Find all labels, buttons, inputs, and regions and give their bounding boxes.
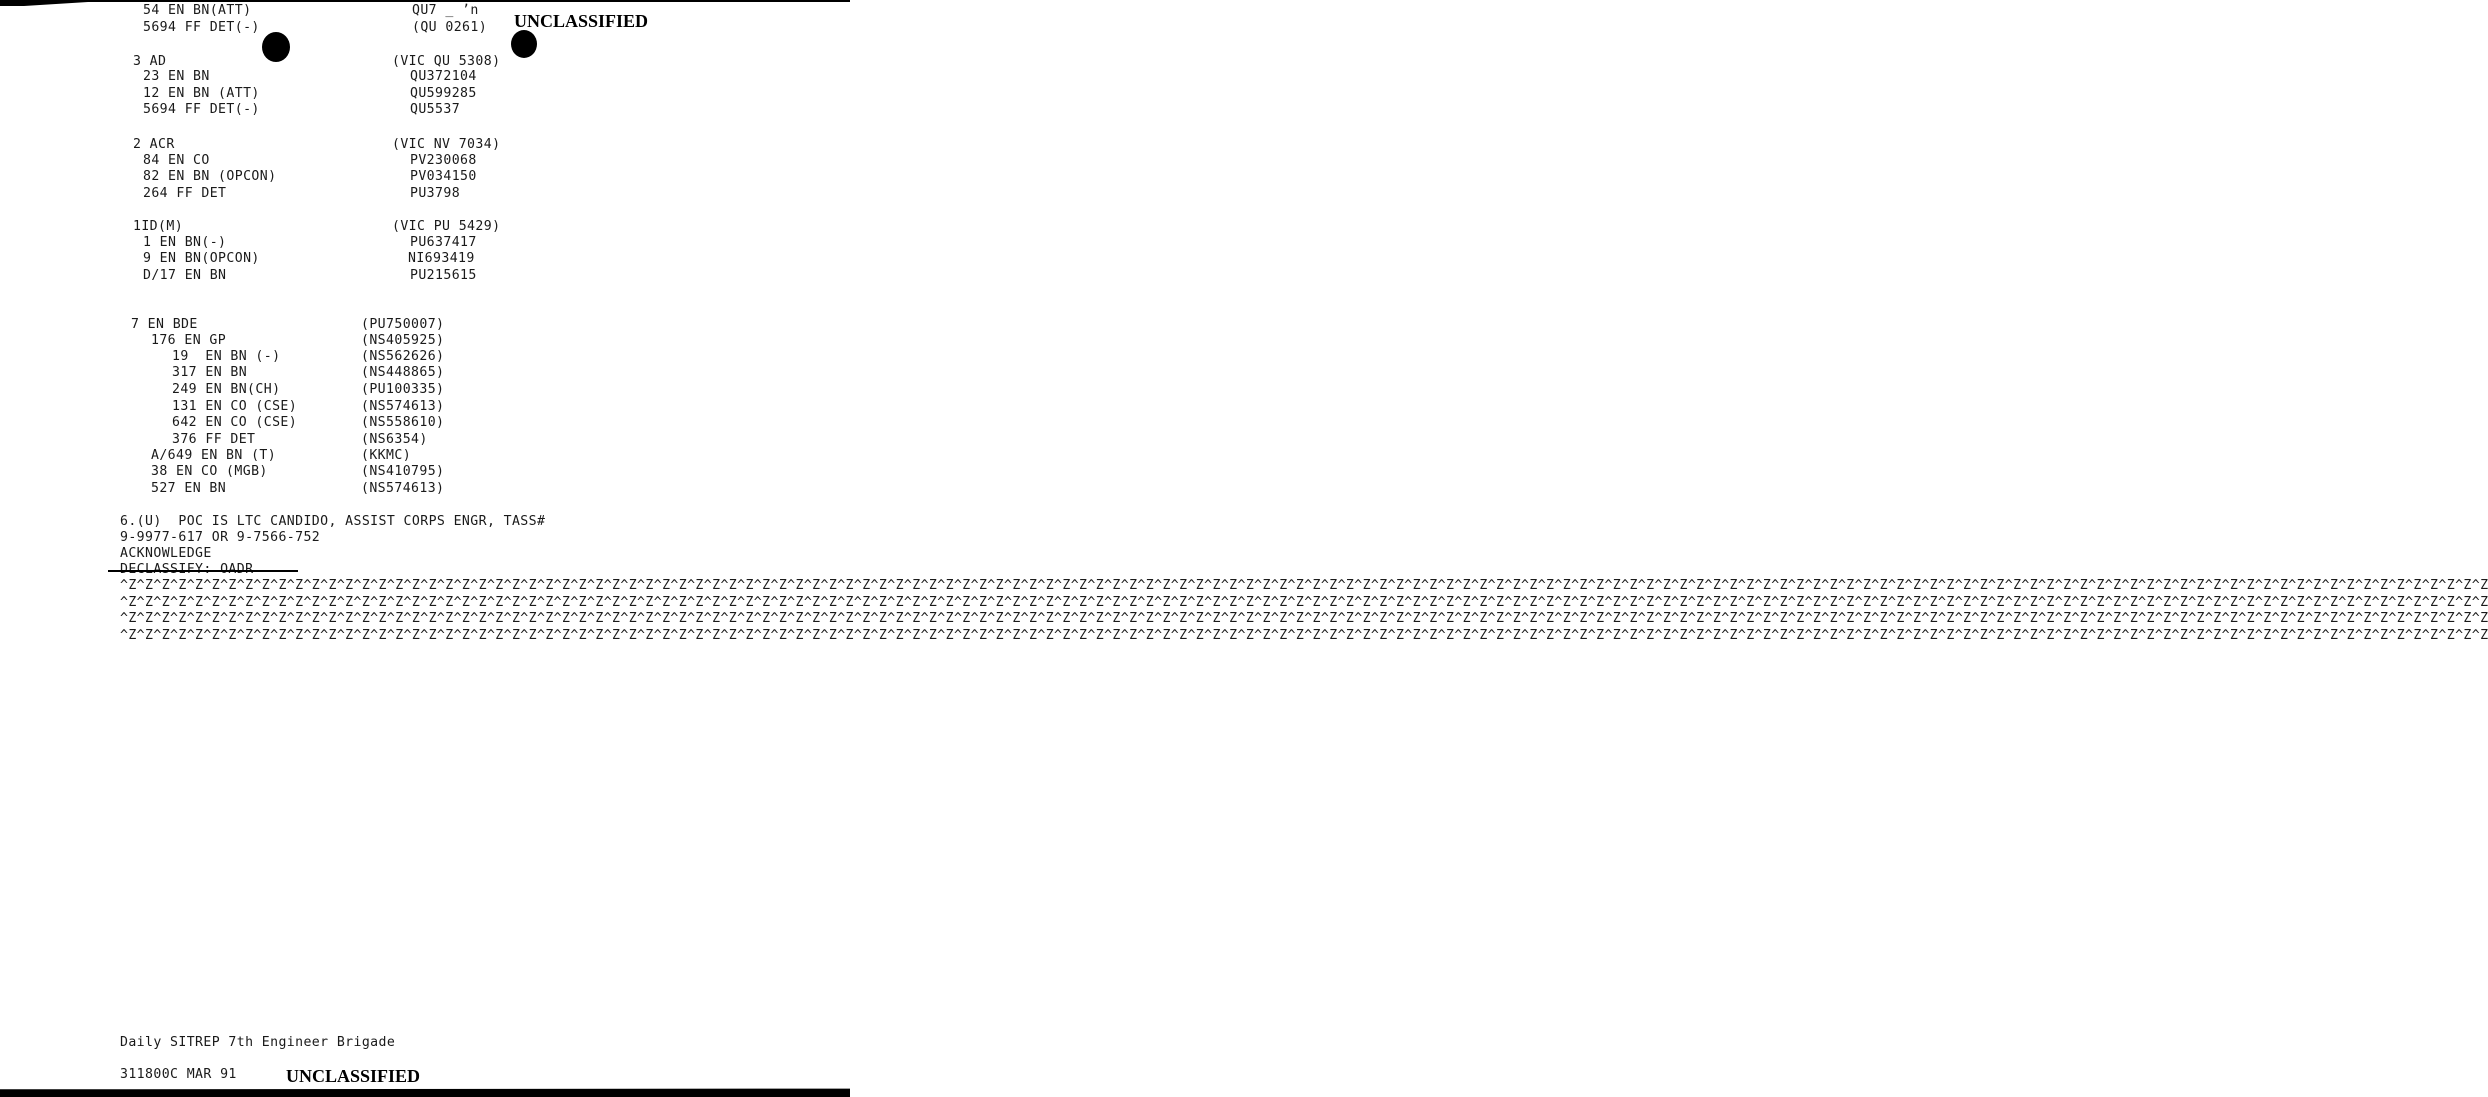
strikeout-rule [108, 570, 298, 572]
unit-ref: (QU 0261) [412, 20, 488, 35]
poc-line: 6.(U) POC IS LTC CANDIDO, ASSIST CORPS ENGR, TASS# [120, 514, 546, 529]
bottom-rule [0, 1083, 850, 1097]
unit-label: A/649 EN BN (T) [151, 448, 277, 463]
unit-ref: QU5537 [410, 102, 461, 117]
unit-label: 376 FF DET [172, 432, 256, 447]
footer-classification: UNCLASSIFIED [286, 1066, 421, 1086]
footer-dtg: 311800C MAR 91 [120, 1067, 237, 1082]
unit-label: 19 EN BN (-) [172, 349, 281, 364]
unit-label: 642 EN CO (CSE) [172, 415, 298, 430]
unit-ref: NI693419 [408, 251, 475, 266]
unit-ref: (PU100335) [361, 382, 445, 397]
unit-ref: PU637417 [410, 235, 477, 250]
unit-ref: QU372104 [410, 69, 477, 84]
unit-label: 264 FF DET [143, 186, 227, 201]
unit-label: 5694 FF DET(-) [143, 20, 260, 35]
unit-label: 23 EN BN [143, 69, 210, 84]
unit-ref: (NS448865) [361, 365, 445, 380]
unit-ref: (NS410795) [361, 464, 445, 479]
unit-label: 176 EN GP [151, 333, 227, 348]
unit-ref: PV230068 [410, 153, 477, 168]
unit-ref: (PU750007) [361, 317, 445, 332]
unit-label: 9 EN BN(OPCON) [143, 251, 260, 266]
unit-label: 1ID(M) [133, 219, 184, 234]
footer-title: Daily SITREP 7th Engineer Brigade [120, 1035, 396, 1050]
unit-ref: PV034150 [410, 169, 477, 184]
unit-label: 84 EN CO [143, 153, 210, 168]
unit-label: 82 EN BN (OPCON) [143, 169, 277, 184]
unit-label: 317 EN BN [172, 365, 248, 380]
unit-ref: QU599285 [410, 86, 477, 101]
unit-label: 7 EN BDE [131, 317, 198, 332]
punch-hole-right [511, 30, 537, 58]
poc-phone: 9-9977-617 OR 9-7566-752 [120, 530, 321, 545]
header-classification: UNCLASSIFIED [514, 11, 649, 31]
unit-ref: (VIC QU 5308) [392, 54, 501, 69]
unit-ref: PU3798 [410, 186, 461, 201]
unit-ref: (VIC PU 5429) [392, 219, 501, 234]
unit-label: 1 EN BN(-) [143, 235, 227, 250]
unit-label: 3 AD [133, 54, 167, 69]
unit-label: 249 EN BN(CH) [172, 382, 281, 397]
punch-hole-left [262, 32, 290, 62]
unit-label: 54 EN BN(ATT) [143, 3, 252, 18]
unit-ref: (NS562626) [361, 349, 445, 364]
unit-ref: (NS405925) [361, 333, 445, 348]
ctrl-z-line: ^Z^Z^Z^Z^Z^Z^Z^Z^Z^Z^Z^Z^Z^Z^Z^Z^Z^Z^Z^Z^Z^Z^Z^Z^Z^Z^Z^Z^Z^Z^Z^Z^Z^Z^Z^Z^Z^Z^Z^Z^Z^Z^Z^Z^Z^Z^Z^Z^Z^Z^Z^Z^Z^Z^Z^Z^Z^Z^Z^Z^Z^Z^Z^Z^Z^Z^Z^Z^Z^Z^Z^Z^Z^Z^Z^Z^Z^Z^Z^Z^Z^Z^Z^Z^Z^Z^Z^Z^Z^Z^Z^Z^Z^Z^Z^Z^Z^Z^Z^Z^Z^Z^Z^Z^Z^Z^Z^Z^Z^Z^Z^Z^Z^Z^Z^Z^Z^Z^Z^Z^Z^Z^Z^Z^Z^Z^Z^Z^Z^Z^Z^Z^Z^Z^Z^Z^Z^Z^Z^Z^Z^Z [120, 628, 2488, 643]
ctrl-z-line: ^Z^Z^Z^Z^Z^Z^Z^Z^Z^Z^Z^Z^Z^Z^Z^Z^Z^Z^Z^Z^Z^Z^Z^Z^Z^Z^Z^Z^Z^Z^Z^Z^Z^Z^Z^Z^Z^Z^Z^Z^Z^Z^Z^Z^Z^Z^Z^Z^Z^Z^Z^Z^Z^Z^Z^Z^Z^Z^Z^Z^Z^Z^Z^Z^Z^Z^Z^Z^Z^Z^Z^Z^Z^Z^Z^Z^Z^Z^Z^Z^Z^Z^Z^Z^Z^Z^Z^Z^Z^Z^Z^Z^Z^Z^Z^Z^Z^Z^Z^Z^Z^Z^Z^Z^Z^Z^Z^Z^Z^Z^Z^Z^Z^Z^Z^Z^Z^Z^Z^Z^Z^Z^Z^Z^Z^Z^Z^Z^Z^Z^Z^Z^Z^Z^Z^Z^Z^Z^Z^Z^Z^Z [120, 578, 2488, 593]
top-edge-mark [0, 0, 120, 6]
ctrl-z-line: ^Z^Z^Z^Z^Z^Z^Z^Z^Z^Z^Z^Z^Z^Z^Z^Z^Z^Z^Z^Z^Z^Z^Z^Z^Z^Z^Z^Z^Z^Z^Z^Z^Z^Z^Z^Z^Z^Z^Z^Z^Z^Z^Z^Z^Z^Z^Z^Z^Z^Z^Z^Z^Z^Z^Z^Z^Z^Z^Z^Z^Z^Z^Z^Z^Z^Z^Z^Z^Z^Z^Z^Z^Z^Z^Z^Z^Z^Z^Z^Z^Z^Z^Z^Z^Z^Z^Z^Z^Z^Z^Z^Z^Z^Z^Z^Z^Z^Z^Z^Z^Z^Z^Z^Z^Z^Z^Z^Z^Z^Z^Z^Z^Z^Z^Z^Z^Z^Z^Z^Z^Z^Z^Z^Z^Z^Z^Z^Z^Z^Z^Z^Z^Z^Z^Z^Z^Z^Z^Z^Z^Z^Z [120, 595, 2488, 610]
unit-label: 2 ACR [133, 137, 175, 152]
unit-label: D/17 EN BN [143, 268, 227, 283]
unit-label: 12 EN BN (ATT) [143, 86, 260, 101]
unit-label: 527 EN BN [151, 481, 227, 496]
unit-ref: (NS6354) [361, 432, 428, 447]
unit-ref: (KKMC) [361, 448, 412, 463]
unit-ref: (NS558610) [361, 415, 445, 430]
acknowledge: ACKNOWLEDGE [120, 546, 212, 561]
unit-ref: (VIC NV 7034) [392, 137, 501, 152]
ctrl-z-line: ^Z^Z^Z^Z^Z^Z^Z^Z^Z^Z^Z^Z^Z^Z^Z^Z^Z^Z^Z^Z^Z^Z^Z^Z^Z^Z^Z^Z^Z^Z^Z^Z^Z^Z^Z^Z^Z^Z^Z^Z^Z^Z^Z^Z^Z^Z^Z^Z^Z^Z^Z^Z^Z^Z^Z^Z^Z^Z^Z^Z^Z^Z^Z^Z^Z^Z^Z^Z^Z^Z^Z^Z^Z^Z^Z^Z^Z^Z^Z^Z^Z^Z^Z^Z^Z^Z^Z^Z^Z^Z^Z^Z^Z^Z^Z^Z^Z^Z^Z^Z^Z^Z^Z^Z^Z^Z^Z^Z^Z^Z^Z^Z^Z^Z^Z^Z^Z^Z^Z^Z^Z^Z^Z^Z^Z^Z^Z^Z^Z^Z^Z^Z^Z^Z^Z^Z^Z^Z^Z^Z^Z^Z [120, 611, 2488, 626]
unit-label: 131 EN CO (CSE) [172, 399, 298, 414]
unit-ref: PU215615 [410, 268, 477, 283]
top-rule [0, 0, 850, 2]
unit-ref: (NS574613) [361, 481, 445, 496]
unit-ref: (NS574613) [361, 399, 445, 414]
unit-label: 5694 FF DET(-) [143, 102, 260, 117]
unit-label: 38 EN CO (MGB) [151, 464, 268, 479]
unit-ref: QU7 _ ʼn [412, 3, 479, 18]
